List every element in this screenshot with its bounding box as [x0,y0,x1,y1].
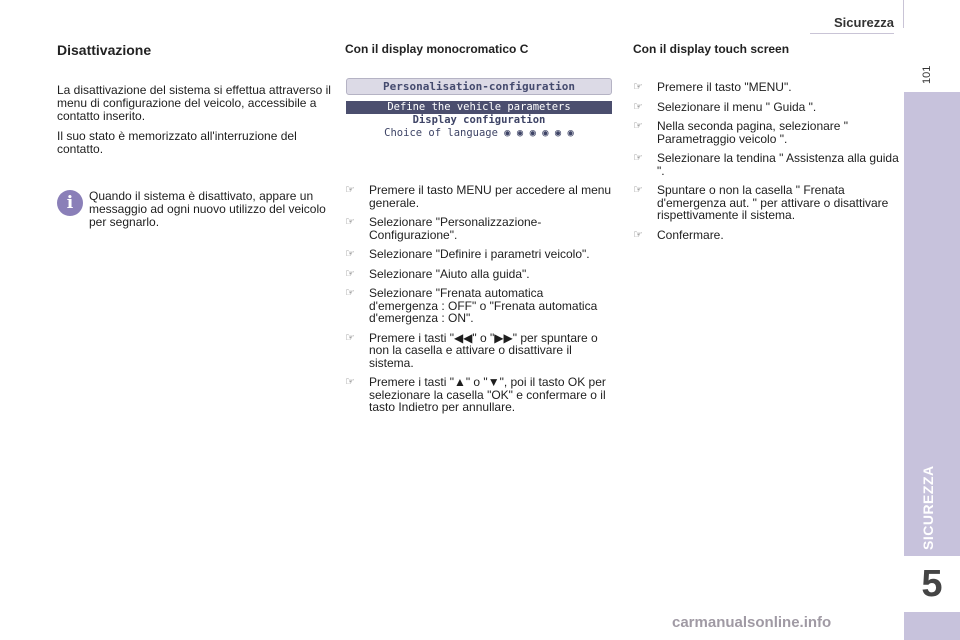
column-disattivazione [57,42,335,163]
column-touch-screen [633,42,908,248]
pointing-hand-icon: ☞ [345,216,355,228]
pointing-hand-icon: ☞ [345,287,355,299]
pointing-hand-icon: ☞ [633,81,643,93]
header-separator [903,0,904,28]
touch-steps [633,81,908,241]
section-heading: Disattivazione [57,42,152,58]
info-icon: i [57,190,83,216]
list-item: ☞ Selezionare "Aiuto alla guida". [345,266,530,281]
list-item: ☞ Premere il tasto "MENU". [633,80,792,94]
list-item: ☞ Selezionare la tendina " Assistenza alla guida ". [633,151,899,178]
chapter-label: SICUREZZA [920,465,936,550]
pointing-hand-icon: ☞ [633,100,643,113]
pointing-hand-icon: ☞ [633,152,643,164]
header-rule [810,33,894,34]
list-item: ☞ Premere il tasto MENU per accedere al menu generale. [345,183,612,210]
pointing-hand-icon: ☞ [633,120,643,132]
monochrome-display-screenshot [346,78,612,146]
info-text: Quando il sistema è disattivato, appare un messaggio ad ogni nuovo utilizzo del veicolo per segnarlo. [89,189,326,229]
list-item: ☞ Premere i tasti "▲" o "▼", poi il tasto OK per selezionare la casella "OK" e confermare o il tasto Indietro per annullare. [345,375,606,414]
list-item: ☞ Selezionare "Personalizzazione-Configurazione". [345,215,542,242]
screen-line: Choice of language ◉ ◉ ◉ ◉ ◉ ◉ [384,127,574,139]
pointing-hand-icon: ☞ [345,331,355,344]
touch-heading: Con il display touch screen [633,42,790,56]
pointing-hand-icon: ☞ [345,376,355,388]
list-item: ☞ Spuntare o non la casella " Frenata d'emergenza aut. " per attivare o disattivare rispettivamente il sistema. [633,183,889,222]
pointing-hand-icon: ☞ [345,184,355,196]
screen-line-selected: Define the vehicle parameters [346,101,612,114]
paragraph-disattivazione: La disattivazione del sistema si effettua attraverso il menu di configurazione del veicolo, accessibile a contatto inserito. [57,83,331,123]
list-item: ☞ Nella seconda pagina, selezionare " Parametraggio veicolo ". [633,119,849,146]
pointing-hand-icon: ☞ [633,228,643,241]
pointing-hand-icon: ☞ [345,248,355,260]
watermark: carmanualsonline.info [672,614,832,631]
section-title: Sicurezza [834,15,894,30]
pointing-hand-icon: ☞ [345,267,355,280]
list-item: ☞ Selezionare "Frenata automatica d'emergenza : OFF" o "Frenata automatica d'emergenza : ON". [345,286,598,325]
pointing-hand-icon: ☞ [633,184,643,196]
monochrome-heading: Con il display monocromatico C [345,42,529,56]
list-item: ☞ Premere i tasti "◀◀" o "▶▶" per spuntare o non la casella e attivare o disattivare il sistema. [345,330,598,370]
screen-title: Personalisation-configuration [346,78,612,95]
paragraph-memorizzato: Il suo stato è memorizzato all'interruzione del contatto. [57,129,297,156]
monochrome-steps [345,184,615,414]
language-flag-icons: ◉ ◉ ◉ ◉ ◉ ◉ [504,127,574,139]
list-item: ☞ Selezionare il menu " Guida ". [633,99,817,114]
screen-line: Display configuration [412,114,546,126]
list-item: ☞ Confermare. [633,227,724,242]
chapter-number: 5 [921,563,943,605]
page-number: 101 [921,65,933,84]
list-item: ☞ Selezionare "Definire i parametri veicolo". [345,247,590,261]
